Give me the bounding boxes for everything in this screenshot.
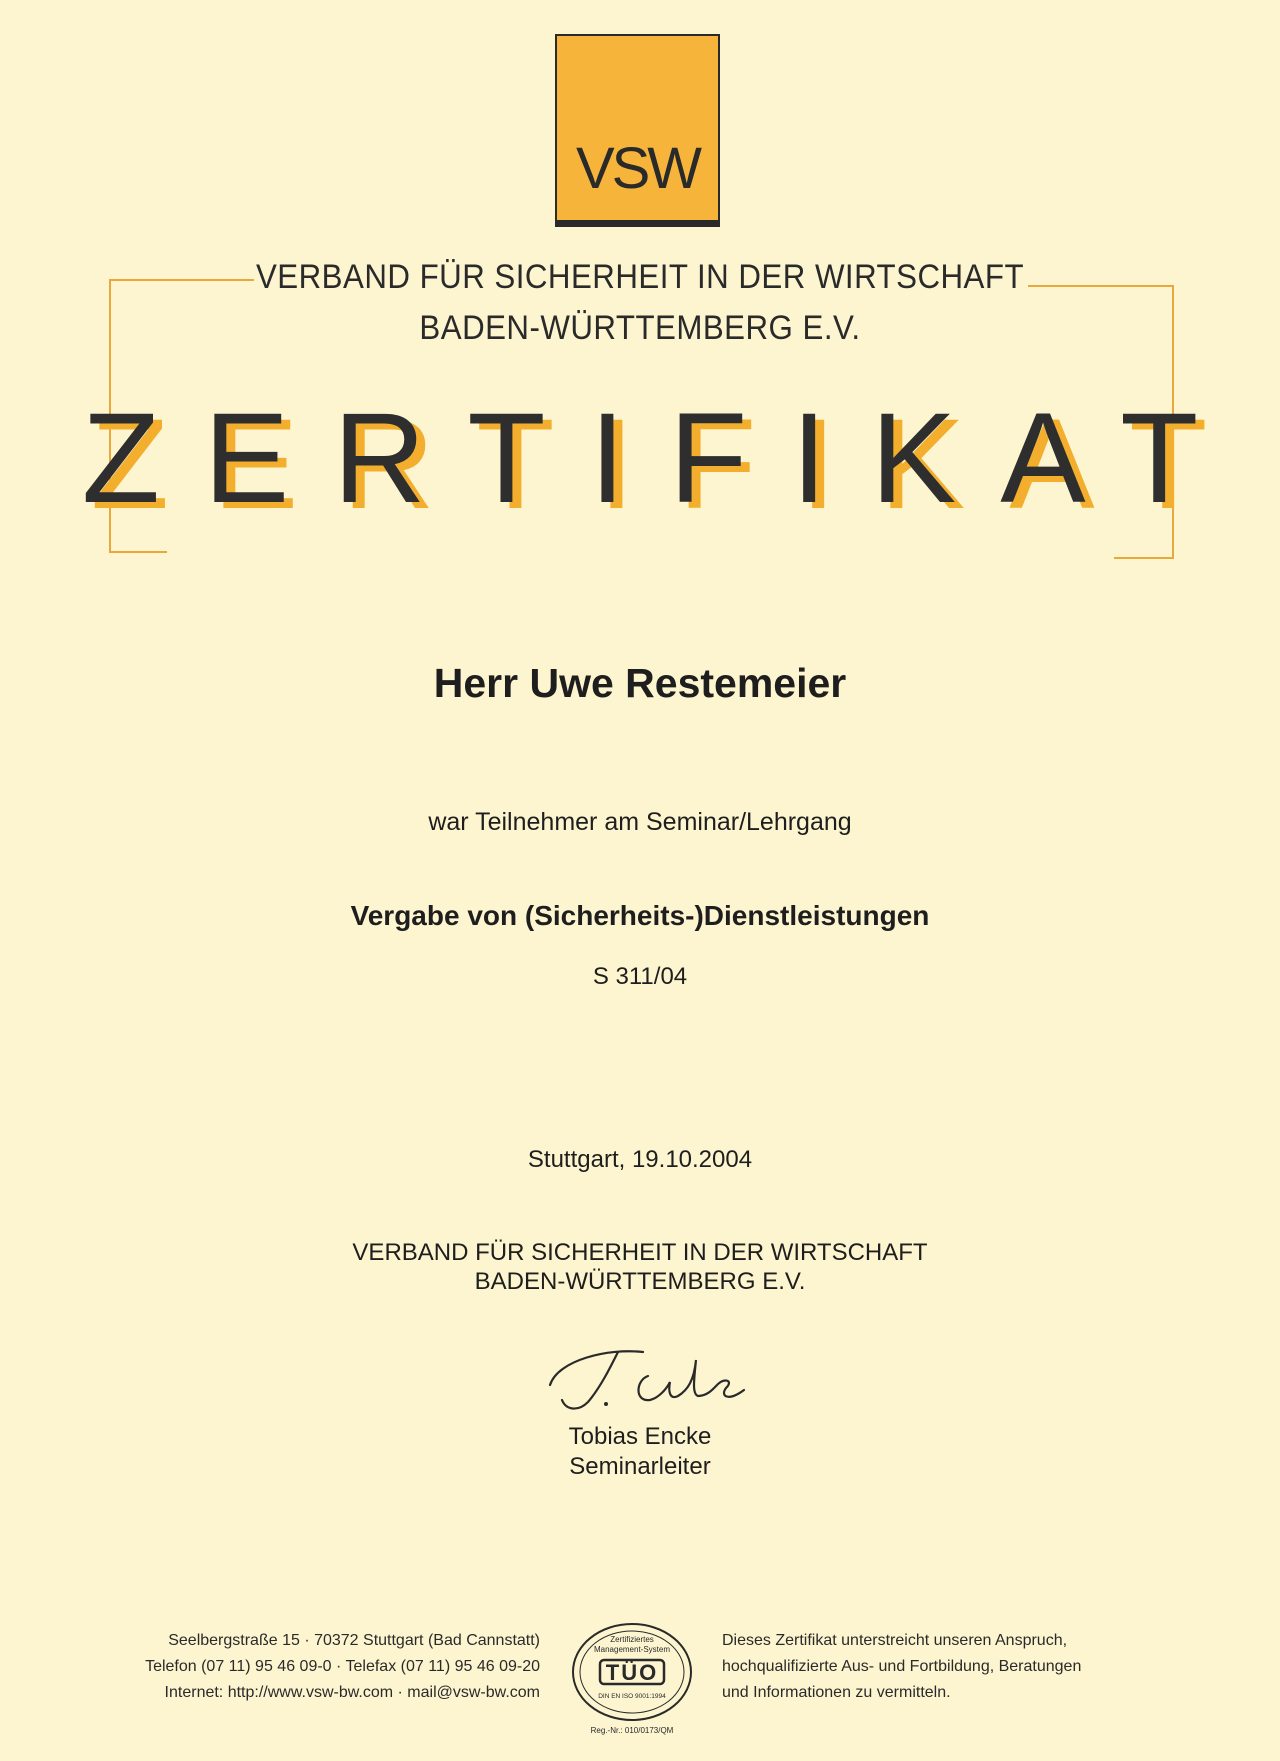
- footer-address: Seelbergstraße 15 · 70372 Stuttgart (Bad Cannstatt): [168, 1632, 540, 1649]
- footer-phone: Telefon (07 11) 95 46 09-0 · Telefax (07 11) 95 46 09-20: [145, 1658, 540, 1675]
- issuer-block: [0, 1238, 1280, 1296]
- svg-text:TÜO: TÜO: [605, 1660, 659, 1685]
- issuer-line1: VERBAND FÜR SICHERHEIT IN DER WIRTSCHAFT: [352, 1239, 928, 1266]
- footer-claim: [722, 1628, 1102, 1706]
- certificate-title: ZERTIFIKAT: [81, 387, 1243, 530]
- footer-claim-line3: und Informationen zu vermitteln.: [722, 1684, 951, 1701]
- footer-claim-line2: hochqualifizierte Aus- und Fortbildung, Beratungen: [722, 1658, 1082, 1675]
- seal-registration: Reg.-Nr.: 010/0173/QM: [590, 1726, 674, 1735]
- header-org-line2: BADEN-WÜRTTEMBERG E.V.: [419, 309, 861, 347]
- frame-line-bottom-left: [109, 551, 167, 553]
- signature-image: [548, 1340, 758, 1420]
- signer-block: [0, 1422, 1280, 1482]
- place-date: Stuttgart, 19.10.2004: [527, 1146, 753, 1173]
- footer-claim-line1: Dieses Zertifikat unterstreicht unseren Anspruch,: [722, 1632, 1068, 1649]
- svg-text:Management-System: Management-System: [593, 1645, 671, 1654]
- recipient-name: Herr Uwe Restemeier: [433, 660, 847, 706]
- signer-role: Seminarleiter: [569, 1453, 711, 1480]
- issuer-line2: BADEN-WÜRTTEMBERG E.V.: [474, 1268, 806, 1295]
- svg-text:Zertifiziertes: Zertifiziertes: [610, 1635, 654, 1644]
- intro-text: war Teilnehmer am Seminar/Lehrgang: [428, 808, 852, 836]
- footer-contact: [140, 1628, 540, 1706]
- frame-line-bottom-right: [1114, 557, 1174, 559]
- header-org-line1: VERBAND FÜR SICHERHEIT IN DER WIRTSCHAFT: [255, 258, 1025, 296]
- vsw-logo: [555, 34, 720, 222]
- course-code: S 311/04: [592, 963, 688, 990]
- course-title: Vergabe von (Sicherheits-)Dienstleistungen: [350, 900, 930, 931]
- footer-internet: Internet: http://www.vsw-bw.com · mail@vsw-bw.com: [164, 1684, 540, 1701]
- logo-text: VSW: [575, 136, 700, 201]
- svg-text:DIN EN ISO 9001:1994: DIN EN ISO 9001:1994: [598, 1693, 666, 1700]
- signer-name: Tobias Encke: [568, 1423, 712, 1450]
- tuo-seal-icon: [570, 1620, 694, 1724]
